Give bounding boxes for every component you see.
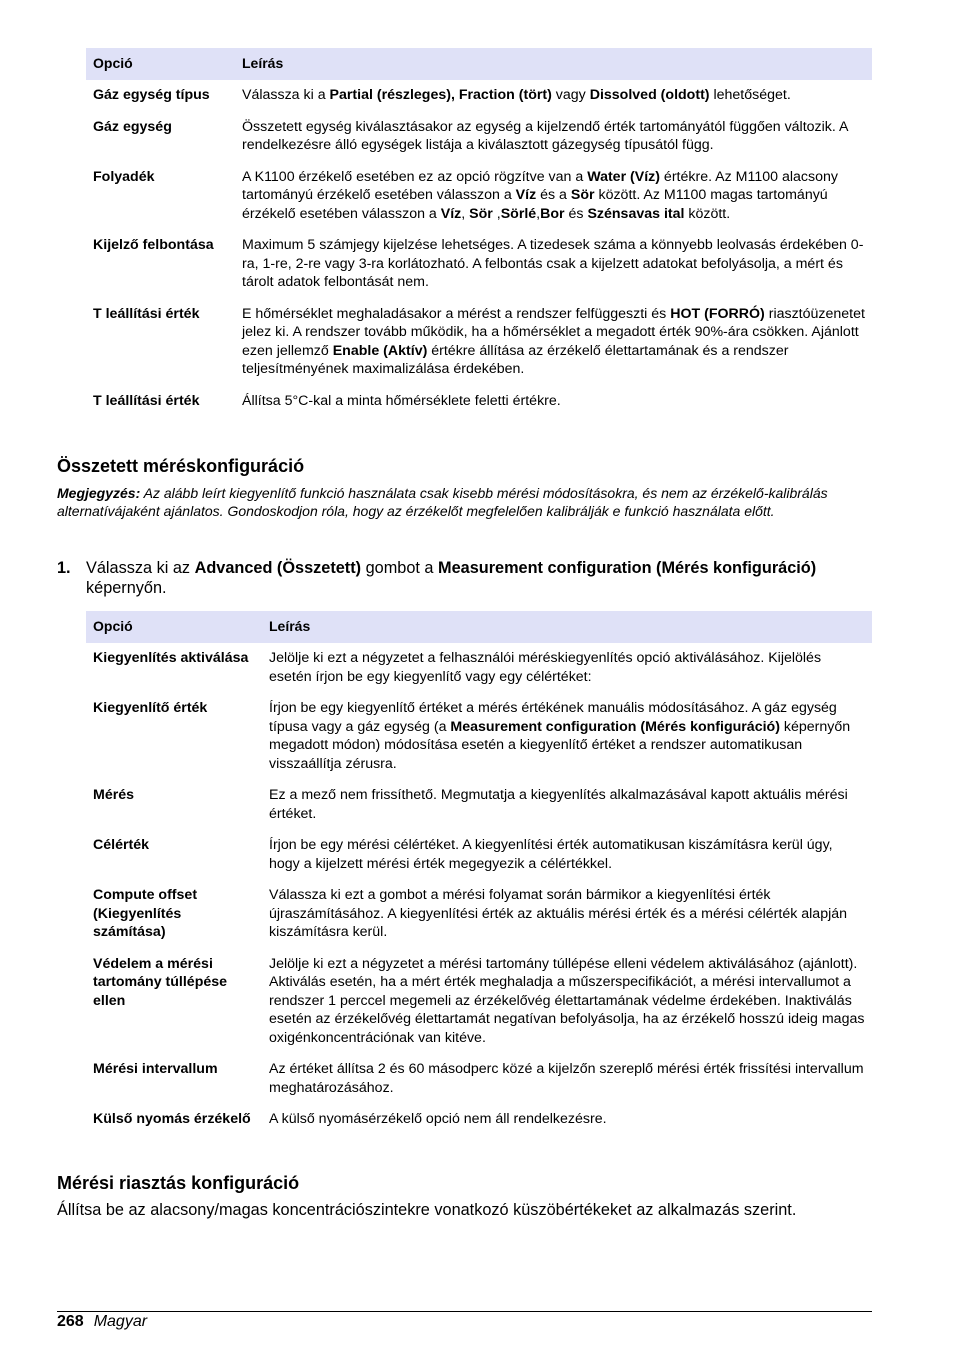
option-cell: Gáz egység típus [93,87,210,103]
description-cell [235,162,872,231]
section-heading-advanced-config: Összetett méréskonfiguráció [57,456,305,476]
table-row [86,230,872,299]
description-cell [262,693,872,780]
table-row [86,830,872,880]
footer-language: Magyar [93,1313,148,1330]
page-footer [57,1312,147,1332]
text-run: Válassza ki ezt a gombot a mérési folyamat során bármikor a kiegyenlítési érték újraszámításához. A kiegyenlítési érték az aktuális mérési érték és a mérési célérték alapján kiszámításra kerül. [269,887,848,940]
bold-term: Bor [540,205,565,222]
text-run: gombot a [361,559,439,577]
option-cell: T leállítási érték [93,305,200,322]
table-body [86,80,872,417]
text-run: között. [684,205,731,222]
table-row [86,643,872,693]
bold-term: Sör [469,205,493,222]
table-row [86,162,872,231]
option-cell: Mérés [93,787,135,803]
text-run: Válassza ki a [242,87,330,103]
text-run: Maximum 5 számjegy kijelzése lehetséges. A tizedesek száma a könnyebb leolvasás érdekében 0-ra, 1-re, 2-re vagy 3-ra korlátozható. A felbontás csak a kijelzett adatokat befolyásolja, a mért és tárolt adatok felbontását nem. [242,237,864,290]
text-run: értékre állítása az érzékelő élettartamának és a rendszer teljesítményének maximalizálása érdekében. [242,342,789,377]
text-run: E hőmérséklet meghaladásakor a mérést a rendszer felfüggeszti és [242,305,671,322]
table-row [86,949,872,1055]
table-row [86,299,872,386]
bold-term: Sör [570,187,595,203]
text-run: Az értéket állítsa 2 és 60 másodperc közé a kijelzőn szereplő mérési érték frissítési intervallum meghatározásához. [269,1061,864,1096]
text-run: Állítsa 5°C-kal a minta hőmérséklete feletti értékre. [242,392,561,409]
option-cell: Kijelző felbontása [93,237,214,253]
table-row [86,1054,872,1104]
note-label: Megjegyzés: [57,485,141,501]
bold-term: Partial (részleges), Fraction (tört) [329,87,552,103]
text-run: , [461,205,470,222]
options-table-offset [86,611,872,1136]
bold-term: Measurement configuration (Mérés konfiguráció) [450,718,780,735]
description-cell [235,299,872,386]
table-row [86,386,872,418]
option-cell: Folyadék [93,168,155,185]
text-run: Válassza ki az [86,559,195,577]
description-cell [235,230,872,299]
option-cell: Compute offset (Kiegyenlítés számítása) [93,887,198,940]
page-number: 268 [57,1313,84,1330]
note-text: Az alább leírt kiegyenlítő funkció használata csak kisebb mérési módosításokra, és nem az érzékelő-kalibrálás alternatívájaként ajánlatos. Gondoskodjon róla, hogy az érzékelőt megfelelően kalibrálják e funkció használata előtt. [57,485,828,519]
bold-term: Szénsavas ital [587,205,685,222]
text-run: Írjon be egy kiegyenlítő értéket a mérés értékének manuális módosításához. A gáz egység típusa vagy a gáz egység (a [269,700,837,735]
bold-term: Víz [515,187,537,203]
description-cell [262,643,872,693]
table-row [86,112,872,162]
description-cell [235,386,872,418]
description-cell [262,949,872,1055]
option-cell: Mérési intervallum [93,1061,218,1077]
option-cell: Védelem a mérési tartomány túllépése ellen [93,955,228,1009]
description-cell [262,880,872,949]
note-paragraph [57,484,872,520]
text-run: értékre. Az M1100 alacsony tartományú érzékelő esetében válasszon a [242,168,838,203]
description-cell [262,780,872,830]
text-run: Ez a mező nem frissíthető. Megmutatja a kiegyenlítés alkalmazásával kapott aktuális mérési értéket. [269,787,848,822]
bold-term: Advanced (Összetett) [194,559,362,577]
text-run: , [492,205,501,222]
text-run: között. Az M1100 magas tartományú érzékelő esetében válasszon a [242,187,828,222]
text-run: Jelölje ki ezt a négyzetet a mérési tartomány túllépése elleni védelem aktiválásához (ajánlott). Aktiválás esetén, ha a mért érték meghaladja a műszerspecifikációt, a mérési intervallumot a rendszer 1 perccel megemeli az érzékelővég élettartamának védelme érdekében. Inaktiválás esetén az érzékelővég élettartamát negatívan befolyásolja, ha az érzékelő hosszú ideig magas oxigénkoncentrációnak van kitéve. [269,955,865,1046]
step-text [86,558,817,598]
option-cell: Kiegyenlítés aktiválása [93,650,249,666]
footer-divider [57,1311,872,1312]
column-header-option: Opció [86,48,235,80]
description-cell [235,112,872,162]
text-run: Jelölje ki ezt a négyzetet a felhasználói méréskiegyenlítés opció aktiválásához. Kijelölés esetén írjon be egy kiegyenlítő vagy egy célértéket: [269,650,822,685]
bold-term: Víz [440,205,462,222]
table-body [86,643,872,1136]
table-header-row [86,611,872,643]
bold-term: HOT (FORRÓ) [670,305,765,322]
section-heading-alarm-config: Mérési riasztás konfiguráció [57,1173,300,1193]
text-run: Összetett egység kiválasztásakor az egység a kijelzendő érték tartományától függően változik. A rendelkezésre álló egységek listája a kiválasztott gázegység típusától függ. [242,118,848,153]
option-cell: Külső nyomás érzékelő [93,1111,251,1127]
bold-term: Measurement configuration (Mérés konfiguráció) [438,559,817,577]
text-run: riasztóüzenetet jelez ki. A rendszer tovább működik, ha a hőmérséklet a megadott érték 90%-ára csökken. Ajánlott ezen jellemző [242,305,865,359]
bold-term: Dissolved (oldott) [589,87,710,103]
text-run: képernyőn megadott módon) módosítása esetén a kiegyenlítő értéket a rendszer automatikusan visszaállítja zérusra. [269,718,851,772]
description-cell [262,830,872,880]
table-row [86,880,872,949]
text-run: lehetőséget. [709,87,791,103]
alarm-config-paragraph: Állítsa be az alacsony/magas koncentrációszintekre vonatkozó küszöbértékeket az alkalmazás szerint. [57,1201,797,1219]
table-row [86,780,872,830]
table-row [86,80,872,112]
bold-term: Sörlé [500,205,537,222]
option-cell: Kiegyenlítő érték [93,700,208,716]
column-header-description: Leírás [235,48,872,80]
option-cell: Célérték [93,837,149,853]
bold-term: Water (Víz) [587,168,660,185]
options-table-gas [86,48,872,417]
text-run: képernyőn. [86,579,167,597]
description-cell [235,80,872,112]
table-row [86,1104,872,1136]
description-cell [262,1054,872,1104]
text-run: vagy [551,87,590,103]
option-cell: Gáz egység [93,118,172,135]
column-header-description: Leírás [262,611,872,643]
bold-term: Enable (Aktív) [332,342,428,359]
text-run: , [536,205,541,222]
step-number: 1. [57,559,71,577]
text-run: és a [536,187,571,203]
option-cell: T leállítási érték [93,392,200,409]
table-row [86,693,872,780]
text-run: A K1100 érzékelő esetében ez az opció rögzítve van a [242,168,588,185]
text-run: és [564,205,588,222]
description-cell [262,1104,872,1136]
text-run: A külső nyomásérzékelő opció nem áll rendelkezésre. [269,1111,607,1127]
column-header-option: Opció [86,611,262,643]
table-header-row [86,48,872,80]
text-run: Írjon be egy mérési célértéket. A kiegyenlítési érték automatikusan kiszámításra kerül úgy, hogy a kijelzett mérési érték megegyezik a célértékkel. [269,837,833,872]
step-1 [57,558,817,598]
